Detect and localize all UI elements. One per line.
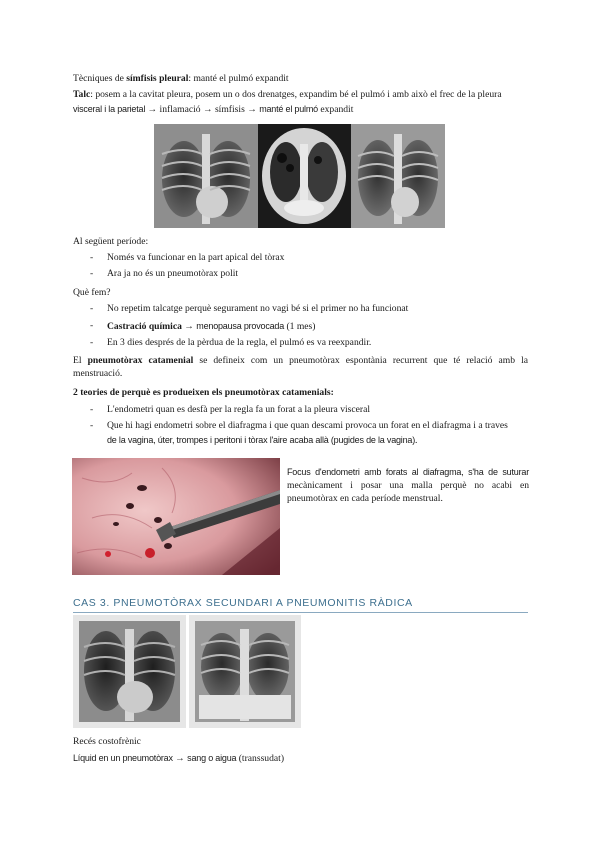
chest-xray-image-1 bbox=[154, 124, 258, 228]
document-page: Tècniques de símfisis pleural: manté el pulmó expandit Talc: posem a la cavitat pleura, posem un o dos drenatges, expandim bé el pulmó i amb això el frec de la pleura visceral i la parietal → inflamació → símfisis → manté el pulmó expandit Al següent període: - Només va funcionar en la part apical del tòrax - Ara ja no és un pneumotòrax polit Què fem? - No repetim talcatge perquè segurament no vagi bé si el primer no ha funcionat - Castració química → menopausa provocada (1 mes) - En 3 dies després de la pèrdua de la regla, el pulmó es va reexpandir. El pneumotòrax catamenial se defineix com un pneumotòrax espontània recurrent que té relació amb la menstruació. 2 teories de perquè es produeixen els pneumotòrax catamenials: - L'endometri quan es desfà per la regla fa un forat a la pleura visceral - Que hi hagi endometri sobre el diafragma i que quan descami provoca un forat en el diafragma i a traves de la vagina, úter, trompes i peritoni i tòrax l'aire acaba allà (pugides de la vagina). Focus d'endometri amb forats al diafragma, s'ha de suturar mecànicament i posar una malla perquè no acabi en pneumotòrax en cada període menstrual. CAS 3. PNEUMOTÒRAX SECUNDARI A PNEUMONITIS RÀDICA Recés costofrènic Líquid en un pneumotòrax → sang o aigua (transsudat) bbox=[73, 73, 529, 764]
chest-xray-image-2 bbox=[351, 124, 445, 228]
what-to-do-label: Què fem? bbox=[73, 287, 111, 298]
recess-label: Recés costofrènic bbox=[73, 736, 141, 747]
surgery-caption: Focus d'endometri amb forats al diafragma, s'ha de suturar mecànicament i posar una malla perquè no acabi en pneumotòrax en cada període menstrual. bbox=[287, 467, 529, 504]
talc-line-2: visceral i la parietal → inflamació → símfisis → manté el pulmó expandit bbox=[73, 104, 354, 115]
catamenial-paragraph: El pneumotòrax catamenial se defineix com un pneumotòrax espontània recurrent que té relació amb la menstruació. bbox=[73, 355, 528, 379]
surgery-endoscopic-image bbox=[72, 458, 280, 575]
intro-line: Tècniques de símfisis pleural: manté el pulmó expandit bbox=[73, 73, 289, 84]
case-3-heading: CAS 3. PNEUMOTÒRAX SECUNDARI A PNEUMONITIS RÀDICA bbox=[73, 596, 528, 613]
chest-xray-image-3 bbox=[73, 615, 186, 728]
chest-xray-image-4 bbox=[189, 615, 301, 728]
liquid-line: Líquid en un pneumotòrax → sang o aigua (transsudat) bbox=[73, 753, 285, 764]
ct-scan-image bbox=[258, 124, 351, 228]
next-period-label: Al següent període: bbox=[73, 236, 149, 247]
talc-label: Talc bbox=[73, 89, 91, 100]
intro-bold: símfisis pleural bbox=[126, 73, 189, 84]
talc-line-1: Talc: posem a la cavitat pleura, posem un o dos drenatges, expandim bé el pulmó i amb això el frec de la pleura bbox=[73, 89, 502, 100]
theories-heading: 2 teories de perquè es produeixen els pneumotòrax catamenials: bbox=[73, 387, 334, 398]
